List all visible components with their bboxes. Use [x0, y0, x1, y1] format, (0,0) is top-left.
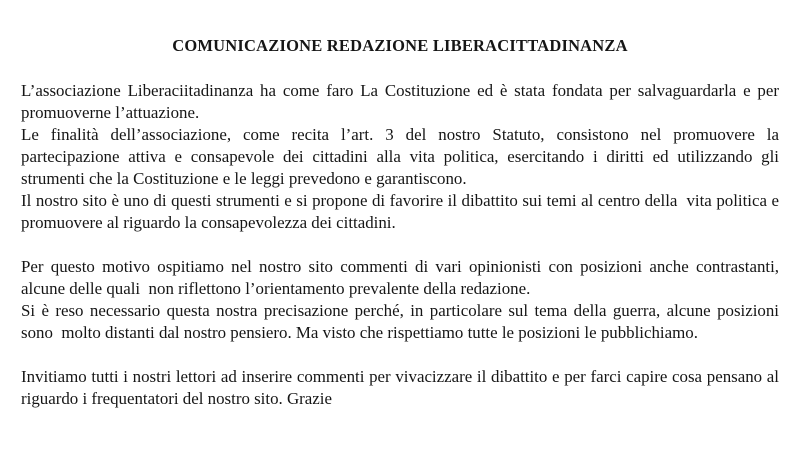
paragraph: Le finalità dell’associazione, come recita l’art. 3 del nostro Statuto, consistono nel promuovere la partecipazione attiva e consapevole dei cittadini alla vita politica, esercitando i diritti ed utilizzando gli strumenti che la Costituzione e le leggi prevedono e garantiscono.: [21, 125, 779, 188]
paragraph: Si è reso necessario questa nostra precisazione perché, in particolare sul tema della guerra, alcune posizioni sono molto distanti dal nostro pensiero. Ma visto che rispettiamo tutte le posizioni le pubblichiamo.: [21, 301, 779, 342]
paragraph: Il nostro sito è uno di questi strumenti e si propone di favorire il dibattito sui temi al centro della vita politica e promuovere al riguardo la consapevolezza dei cittadini.: [21, 191, 779, 232]
paragraph: Per questo motivo ospitiamo nel nostro sito commenti di vari opinionisti con posizioni anche contrastanti, alcune delle quali non riflettono l’orientamento prevalente della redazione.: [21, 257, 779, 298]
paragraph: Invitiamo tutti i nostri lettori ad inserire commenti per vivacizzare il dibattito e per farci capire cosa pensano al riguardo i frequentatori del nostro sito. Grazie: [21, 367, 779, 408]
document-title: COMUNICAZIONE REDAZIONE LIBERACITTADINANZA: [172, 36, 628, 55]
document-body: [21, 80, 779, 410]
paragraph: L’associazione Liberaciitadinanza ha come faro La Costituzione ed è stata fondata per salvaguardarla e per promuoverne l’attuazione.: [21, 81, 779, 122]
